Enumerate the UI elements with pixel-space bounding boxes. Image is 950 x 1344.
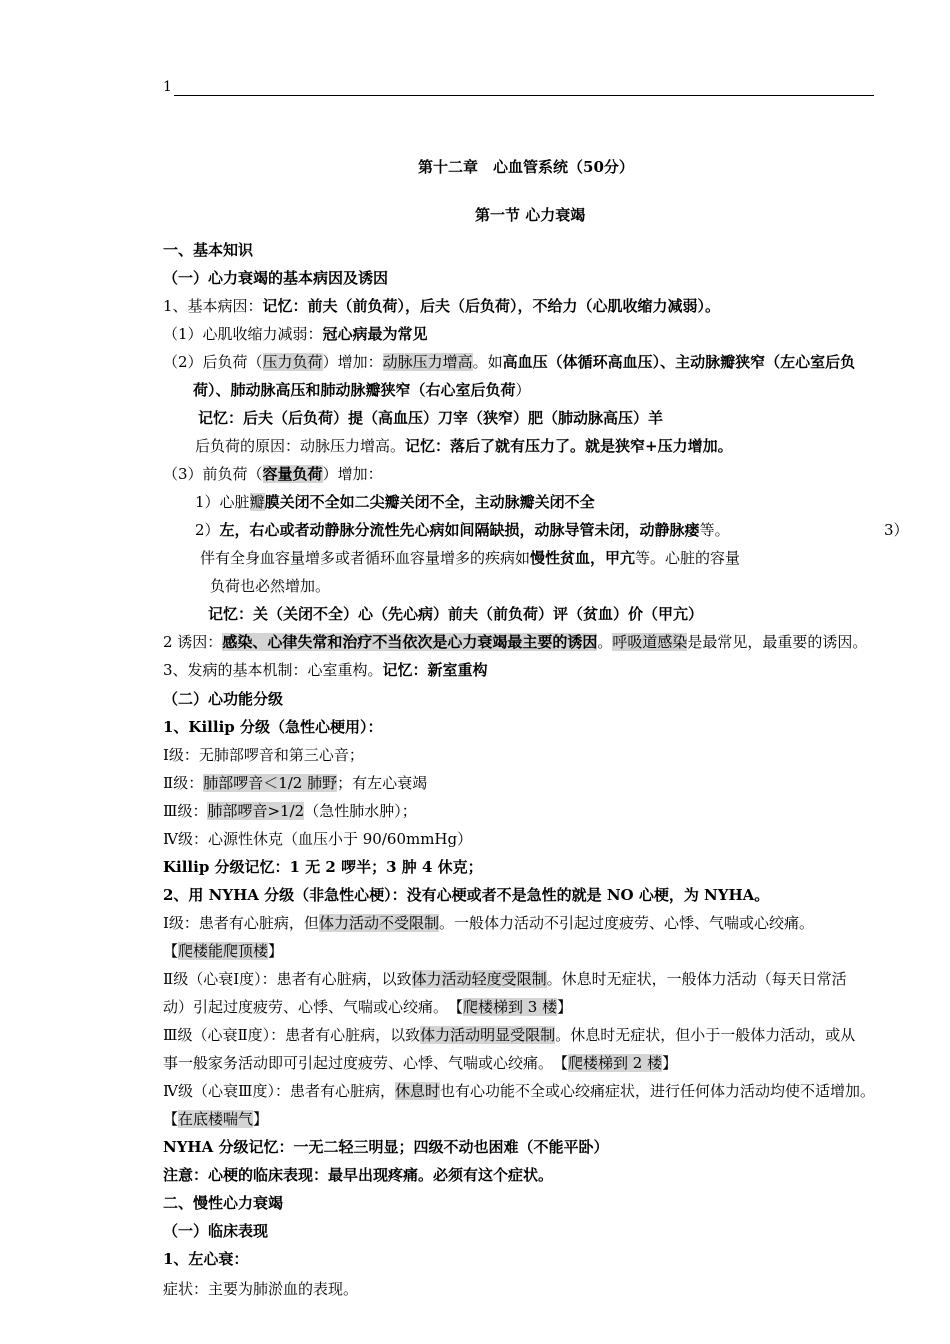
highlighted-text: 容量负荷 bbox=[262, 465, 323, 483]
text-run: 动）引起过度疲劳、心悸、气喘或心绞痛。 【 bbox=[163, 998, 464, 1016]
text-run: 。 bbox=[597, 633, 613, 651]
text-run: 【 bbox=[163, 1110, 179, 1128]
text-run: 】 bbox=[557, 998, 573, 1016]
text-run: （2）后负荷（ bbox=[163, 353, 263, 371]
text-line bbox=[163, 1081, 875, 1101]
text-run: Ⅳ级（心衰Ⅲ度）：患者有心脏病， bbox=[163, 1082, 395, 1100]
text-line bbox=[163, 1165, 553, 1185]
text-line bbox=[163, 941, 283, 961]
bold-text: 冠心病最为常见 bbox=[322, 325, 428, 343]
highlighted-text: 体力活动轻度受限制 bbox=[411, 970, 547, 988]
text-line bbox=[163, 913, 814, 933]
text-line bbox=[193, 380, 531, 400]
text-line bbox=[163, 464, 383, 484]
bold-text: 一、基本知识 bbox=[163, 241, 254, 259]
bold-text: NYHA 分级记忆：一无二轻三明显；四级不动也困难（不能平卧） bbox=[163, 1138, 609, 1156]
bold-text: （二）心功能分级 bbox=[163, 690, 284, 708]
text-run: （1）心肌收缩力减弱： bbox=[163, 325, 323, 343]
text-run: 后负荷的原因：动脉压力增高。 bbox=[195, 437, 406, 455]
bold-text: 记忆：前夫（前负荷），后夫（后负荷），不给力（心肌收缩力减弱）。 bbox=[262, 297, 721, 315]
text-run: 负荷也必然增加。 bbox=[210, 577, 331, 595]
text-line bbox=[163, 1193, 283, 1213]
text-run: Ⅲ级（心衰Ⅱ度）：患者有心脏病，以致 bbox=[163, 1026, 421, 1044]
bold-text: 荷）、肺动脉高压和肺动脉瓣狭窄（右心室后负荷 bbox=[193, 381, 516, 399]
text-run: ）增加： bbox=[322, 465, 383, 483]
text-line bbox=[163, 1109, 268, 1129]
text-run: 3、发病的基本机制：心室重构。 bbox=[163, 661, 383, 679]
text-run: 也有心功能不全或心绞痛症状，进行任何体力活动均使不适增加。 bbox=[439, 1082, 875, 1100]
text-line bbox=[163, 997, 572, 1017]
bold-text: 记忆：落后了就有压力了。就是狭窄+压力增加。 bbox=[405, 437, 733, 455]
text-run: 】 bbox=[662, 1054, 678, 1072]
text-run: ） bbox=[515, 381, 531, 399]
bold-text: 1、Killip 分级（急性心梗用）： bbox=[163, 718, 383, 736]
text-run: 2 诱因： bbox=[163, 633, 223, 651]
text-run: Ⅰ级：无肺部啰音和第三心音； bbox=[163, 746, 364, 764]
bold-text: 注意：心梗的临床表现：最早出现疼痛。必须有这个症状。 bbox=[163, 1166, 554, 1184]
highlighted-text: 感染、心律失常和治疗不当依次是心力衰竭最主要的诱因 bbox=[222, 633, 598, 651]
text-line bbox=[163, 1025, 855, 1045]
highlighted-text: 体力活动明显受限制 bbox=[420, 1026, 556, 1044]
highlighted-text: 肺部啰音>1/2 bbox=[207, 802, 305, 820]
text-line bbox=[884, 520, 909, 540]
section-title: 第一节 心力衰竭 bbox=[475, 206, 586, 224]
text-run: 。休息时无症状，但小于一般体力活动，或从 bbox=[555, 1026, 856, 1044]
text-run: 症状：主要为肺淤血的表现。 bbox=[163, 1280, 359, 1298]
text-line bbox=[195, 436, 733, 456]
text-line bbox=[210, 576, 330, 596]
text-line bbox=[195, 492, 595, 512]
text-line bbox=[163, 1279, 358, 1299]
highlighted-text: 爬楼梯到 2 楼 bbox=[568, 1054, 663, 1072]
bold-text: Killip 分级记忆：1 无 2 啰半；3 肿 4 休克； bbox=[163, 858, 483, 876]
text-line bbox=[198, 408, 663, 428]
text-line bbox=[163, 1249, 248, 1269]
bold-text: 2、用 NYHA 分级（非急性心梗）：没有心梗或者不是急性的就是 NO 心梗，为 NYHA。 bbox=[163, 886, 770, 904]
text-line bbox=[163, 689, 283, 709]
text-run: 等。 bbox=[699, 521, 730, 539]
highlighted-text: 在底楼喘气 bbox=[178, 1110, 254, 1128]
text-line bbox=[195, 520, 730, 540]
text-line bbox=[163, 1221, 268, 1241]
text-line bbox=[163, 857, 483, 877]
text-line bbox=[163, 717, 382, 737]
text-line bbox=[163, 268, 388, 288]
bold-text: 1、左心衰： bbox=[163, 1250, 249, 1268]
highlighted-text: 肺部啰音＜1/2 肺野 bbox=[203, 774, 338, 792]
header-rule bbox=[174, 95, 874, 96]
highlighted-text: 呼吸道感染 bbox=[612, 633, 688, 651]
text-run: ）增加： bbox=[322, 353, 383, 371]
bold-text: 二、慢性心力衰竭 bbox=[163, 1194, 284, 1212]
text-run: 。休息时无症状，一般体力活动（每天日常活 bbox=[546, 970, 847, 988]
text-line bbox=[163, 660, 488, 680]
bold-text: 左，右心或者动静脉分流性先心病如间隔缺损，动脉导管未闭，动静脉瘘 bbox=[219, 521, 700, 539]
text-line bbox=[163, 773, 427, 793]
text-run: 1）心脏 bbox=[195, 493, 250, 511]
bold-text: 记忆：关（关闭不全）心（先心病）前夫（前负荷）评（贫血）价（甲亢） bbox=[208, 605, 704, 623]
bold-text: 慢性贫血，甲亢 bbox=[530, 549, 636, 567]
text-run: 事一般家务活动即可引起过度疲劳、心悸、气喘或心绞痛。 【 bbox=[163, 1054, 569, 1072]
text-run: Ⅲ级： bbox=[163, 802, 208, 820]
text-line bbox=[163, 240, 253, 260]
text-run: （3）前负荷（ bbox=[163, 465, 263, 483]
text-run: Ⅳ级：心源性休克（血压小于 90/60mmHg） bbox=[163, 830, 473, 848]
text-line bbox=[163, 829, 472, 849]
text-run: ；有左心衰竭 bbox=[337, 774, 428, 792]
text-run: 等。心脏的容量 bbox=[635, 549, 741, 567]
text-run: 3） bbox=[884, 521, 909, 539]
text-line bbox=[163, 324, 428, 344]
bold-text: 膜关闭不全如二尖瓣关闭不全，主动脉瓣关闭不全 bbox=[264, 493, 595, 511]
text-run: 1、基本病因： bbox=[163, 297, 263, 315]
highlighted-text: 爬楼梯到 3 楼 bbox=[463, 998, 558, 1016]
text-run: Ⅰ级：患者有心脏病，但 bbox=[163, 914, 319, 932]
text-line bbox=[163, 296, 720, 316]
text-run: 】 bbox=[253, 1110, 269, 1128]
highlighted-text: 体力活动不受限制 bbox=[318, 914, 439, 932]
highlighted-text: 休息时 bbox=[394, 1082, 440, 1100]
text-line bbox=[163, 1053, 677, 1073]
bold-text: （一）心力衰竭的基本病因及诱因 bbox=[163, 269, 389, 287]
text-line bbox=[163, 632, 867, 652]
text-run: Ⅱ级（心衰Ⅰ度）：患者有心脏病，以致 bbox=[163, 970, 412, 988]
text-run: 伴有全身血容量增多或者循环血容量增多的疾病如 bbox=[200, 549, 531, 567]
text-line bbox=[163, 969, 847, 989]
highlighted-text: 动脉压力增高 bbox=[382, 353, 473, 371]
text-run: 2） bbox=[195, 521, 220, 539]
text-run: 】 bbox=[268, 942, 284, 960]
highlighted-text: 爬楼能爬顶楼 bbox=[178, 942, 269, 960]
text-line bbox=[163, 1137, 608, 1157]
text-run: （急性肺水肿）； bbox=[304, 802, 417, 820]
text-run: 【 bbox=[163, 942, 179, 960]
text-run: 。一般体力活动不引起过度疲劳、心悸、气喘或心绞痛。 bbox=[438, 914, 814, 932]
highlighted-text: 瓣 bbox=[249, 493, 265, 511]
text-line bbox=[208, 604, 703, 624]
text-run: Ⅱ级： bbox=[163, 774, 204, 792]
chapter-title: 第十二章 心血管系统（50分） bbox=[418, 158, 634, 176]
text-line bbox=[163, 352, 855, 372]
text-line bbox=[163, 885, 769, 905]
text-run: 。如 bbox=[472, 353, 503, 371]
page-number: 1 bbox=[163, 79, 172, 95]
text-line bbox=[200, 548, 740, 568]
bold-text: （一）临床表现 bbox=[163, 1222, 269, 1240]
text-run: 是最常见，最重要的诱因。 bbox=[687, 633, 868, 651]
highlighted-text: 压力负荷 bbox=[262, 353, 323, 371]
text-line bbox=[163, 801, 417, 821]
bold-text: 记忆：后夫（后负荷）提（高血压）刀宰（狭窄）肥（肺动脉高压）羊 bbox=[198, 409, 664, 427]
text-line bbox=[163, 745, 364, 765]
bold-text: 高血压（体循环高血压）、主动脉瓣狭窄（左心室后负 bbox=[502, 353, 856, 371]
bold-text: 记忆：新室重构 bbox=[382, 661, 488, 679]
